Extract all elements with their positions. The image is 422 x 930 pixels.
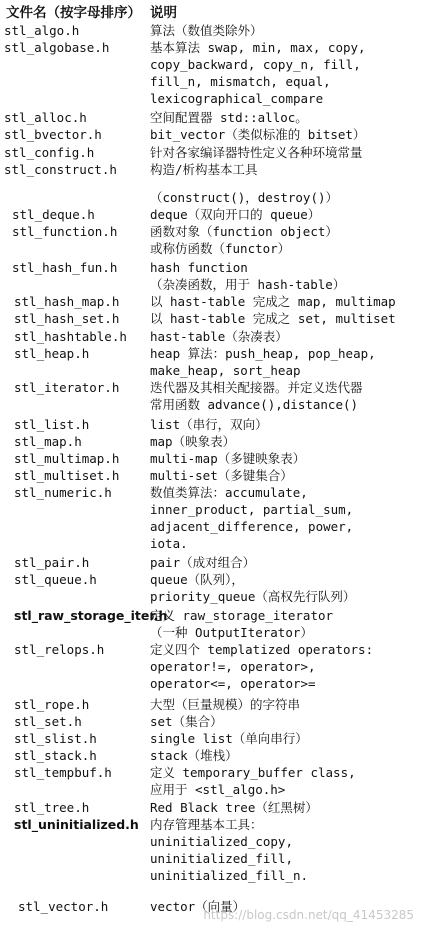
file-description	[150, 816, 308, 884]
description-line: 空间配置器 std::alloc。	[150, 110, 308, 125]
description-line: priority_queue（高权先行队列）	[150, 589, 356, 604]
file-name: stl_alloc.h	[4, 110, 87, 125]
file-name: stl_multiset.h	[14, 468, 120, 483]
description-line: （杂凑函数，用于 hash-table）	[150, 277, 346, 292]
description-line: adjacent_difference, power,	[150, 519, 354, 534]
description-line: map（映象表）	[150, 434, 236, 449]
description-line: make_heap, sort_heap	[150, 363, 301, 378]
file-name: stl_relops.h	[14, 642, 105, 657]
file-description	[150, 22, 263, 39]
file-description	[150, 641, 373, 692]
file-name: stl_tree.h	[14, 800, 90, 815]
description-line: deque（双向开口的 queue）	[150, 207, 321, 222]
description-line: 数值类算法：accumulate,	[150, 485, 308, 500]
description-line: lexicographical_compare	[150, 91, 324, 106]
description-line: 定义四个 templatized operators:	[150, 642, 374, 657]
file-name: stl_map.h	[14, 434, 82, 449]
file-name: stl_numeric.h	[14, 485, 112, 500]
description-line: uninitialized_copy,	[150, 834, 293, 849]
file-description	[150, 126, 365, 143]
file-name: stl_hash_fun.h	[12, 260, 118, 275]
file-description	[150, 450, 305, 467]
description-line: vector（向量）	[150, 899, 246, 914]
file-name: stl_hashtable.h	[14, 329, 127, 344]
file-description	[150, 310, 396, 327]
file-description	[150, 161, 258, 178]
file-description	[150, 730, 308, 747]
file-name: stl_heap.h	[14, 346, 90, 361]
file-name: stl_stack.h	[14, 748, 97, 763]
file-description	[150, 554, 255, 571]
file-description	[150, 189, 338, 206]
description-line: pair（成对组合）	[150, 555, 256, 570]
file-name: stl_algo.h	[4, 23, 80, 38]
file-name: stl_bvector.h	[4, 127, 102, 142]
file-description	[150, 607, 333, 641]
file-description	[150, 747, 238, 764]
description-line: multi-map（多键映象表）	[150, 451, 306, 466]
file-description	[150, 799, 318, 816]
file-name: stl_pair.h	[14, 555, 90, 570]
description-line: 以 hast-table 完成之 set, multiset	[150, 311, 396, 326]
file-description	[150, 467, 293, 484]
description-line: uninitialized_fill,	[150, 851, 293, 866]
description-line: bit_vector（类似标准的 bitset）	[150, 127, 366, 142]
file-description	[150, 764, 356, 798]
file-description	[150, 144, 363, 161]
file-description	[150, 39, 366, 107]
file-name: stl_queue.h	[14, 572, 97, 587]
description-line: hast-table（杂凑表）	[150, 329, 288, 344]
description-line: list（串行，双向）	[150, 417, 268, 432]
description-line: 应用于 <stl_algo.h>	[150, 782, 286, 797]
description-line: （construct()，destroy()）	[150, 190, 339, 205]
description-line: hash function	[150, 260, 248, 275]
file-description	[150, 223, 338, 257]
description-line: fill_n, mismatch, equal,	[150, 74, 331, 89]
description-line: 函数对象（function object）	[150, 224, 338, 239]
header-file-column: 文件名（按字母排序）	[6, 5, 141, 21]
description-line: iota.	[150, 536, 188, 551]
file-name: stl_uninitialized.h	[14, 817, 139, 832]
description-line: inner_product, partial_sum,	[150, 502, 354, 517]
description-line: 内存管理基本工具：	[150, 817, 263, 832]
description-line: heap 算法：push_heap, pop_heap,	[150, 346, 376, 361]
description-line: 针对各家编译器特性定义各种环境常量	[150, 145, 363, 160]
file-name: stl_hash_set.h	[14, 311, 120, 326]
file-name: stl_raw_storage_iter.h	[14, 608, 168, 623]
header-description-column: 说明	[150, 5, 177, 21]
file-description	[150, 696, 300, 713]
file-name: stl_vector.h	[18, 899, 109, 914]
file-description	[150, 345, 376, 379]
description-line: 定义 temporary_buffer class,	[150, 765, 356, 780]
description-line: queue（队列），	[150, 572, 244, 587]
file-name: stl_rope.h	[14, 697, 90, 712]
file-description	[150, 109, 308, 126]
description-line: 基本算法 swap, min, max, copy,	[150, 40, 366, 55]
description-line: uninitialized_fill_n.	[150, 868, 309, 883]
description-line: copy_backward, copy_n, fill,	[150, 57, 361, 72]
description-line: operator<=, operator>=	[150, 676, 316, 691]
description-line: stack（堆栈）	[150, 748, 238, 763]
file-name: stl_function.h	[12, 224, 118, 239]
file-name: stl_set.h	[14, 714, 82, 729]
file-description	[150, 484, 353, 552]
file-name: stl_tempbuf.h	[14, 765, 112, 780]
description-line: operator!=, operator>,	[150, 659, 316, 674]
description-line: set（集合）	[150, 714, 223, 729]
description-line: single list（单向串行）	[150, 731, 308, 746]
description-line: multi-set（多键集合）	[150, 468, 293, 483]
description-line: （一种 OutputIterator）	[150, 625, 313, 640]
file-description	[150, 293, 396, 310]
description-line: 定义 raw_storage_iterator	[150, 608, 334, 623]
watermark: https://blog.csdn.net/qq_41453285	[203, 908, 414, 922]
file-description	[150, 433, 235, 450]
file-name: stl_slist.h	[14, 731, 97, 746]
description-line: 以 hast-table 完成之 map, multimap	[150, 294, 396, 309]
file-description	[150, 328, 288, 345]
file-description	[150, 379, 363, 413]
file-description	[150, 259, 345, 293]
file-description	[150, 416, 268, 433]
file-name: stl_hash_map.h	[14, 294, 120, 309]
file-name: stl_iterator.h	[14, 380, 120, 395]
file-name: stl_multimap.h	[14, 451, 120, 466]
description-line: 算法（数值类除外）	[150, 23, 263, 38]
description-line: Red Black tree（红黑树）	[150, 800, 318, 815]
description-line: 大型（巨量规模）的字符串	[150, 697, 301, 712]
file-name: stl_construct.h	[4, 162, 117, 177]
description-line: 或称仿函数（functor）	[150, 241, 291, 256]
file-description	[150, 713, 223, 730]
file-description	[150, 571, 355, 605]
description-line: 构造/析构基本工具	[150, 162, 258, 177]
file-name: stl_deque.h	[12, 207, 95, 222]
file-name: stl_algobase.h	[4, 40, 110, 55]
description-line: 常用函数 advance(),distance()	[150, 397, 359, 412]
file-name: stl_config.h	[4, 145, 95, 160]
description-line: 迭代器及其相关配接器。并定义迭代器	[150, 380, 363, 395]
file-description	[150, 206, 320, 223]
file-name: stl_list.h	[14, 417, 90, 432]
